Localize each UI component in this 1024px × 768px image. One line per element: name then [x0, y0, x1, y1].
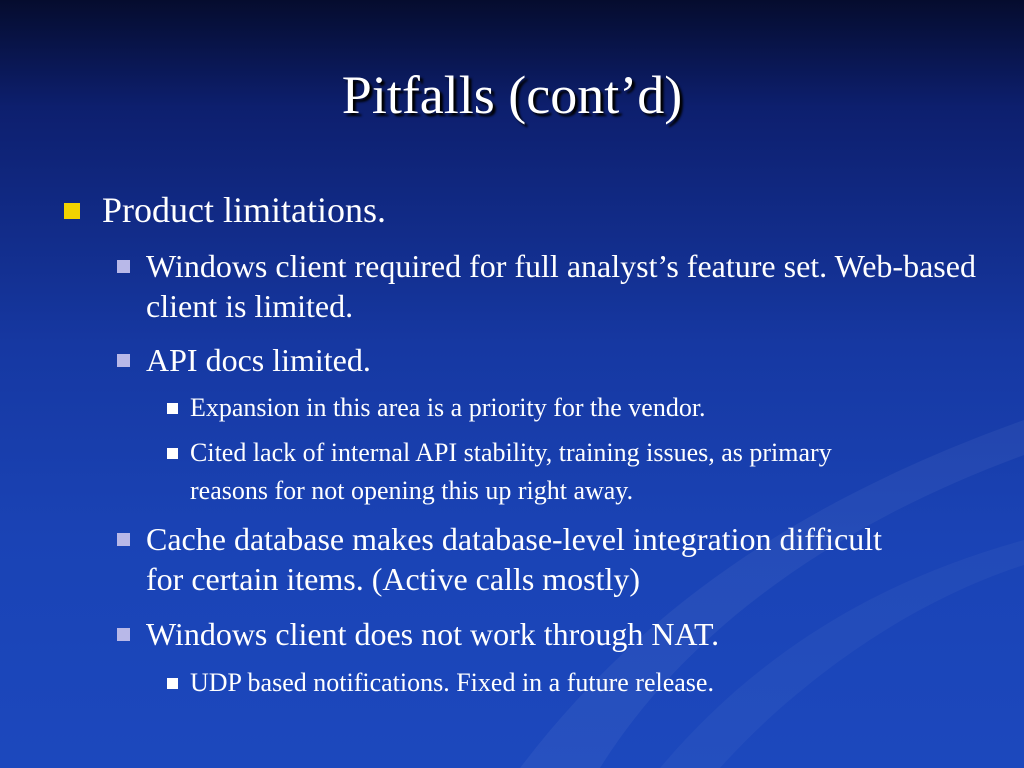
bullet-item — [146, 614, 976, 654]
square-bullet-icon — [64, 203, 80, 219]
bullet-item — [190, 389, 980, 427]
square-bullet-icon — [117, 260, 130, 273]
bullet-text: Cache database makes database-level integration difficult for certain items. (Active calls mostly) — [146, 521, 882, 597]
bullet-text: Expansion in this area is a priority for the vendor. — [190, 393, 706, 422]
square-bullet-icon — [117, 533, 130, 546]
bullet-item — [102, 189, 982, 231]
bullet-text: UDP based notifications. Fixed in a future release. — [190, 668, 714, 697]
bullet-item — [190, 434, 900, 510]
square-bullet-icon — [117, 354, 130, 367]
bullet-text: API docs limited. — [146, 342, 371, 378]
square-bullet-icon — [117, 628, 130, 641]
slide-title: Pitfalls (cont’d) — [341, 65, 683, 125]
bullet-text: Windows client does not work through NAT. — [146, 616, 720, 652]
bullet-text: Windows client required for full analyst’s feature set. Web-based client is limited. — [146, 248, 976, 324]
bullet-item — [190, 664, 980, 702]
bullet-item — [146, 519, 916, 599]
bullet-item — [146, 340, 976, 380]
bullet-text: Product limitations. — [102, 190, 386, 230]
square-bullet-icon — [167, 448, 178, 459]
square-bullet-icon — [167, 403, 178, 414]
bullet-text: Cited lack of internal API stability, training issues, as primary reasons for not opening this up right away. — [190, 438, 832, 505]
square-bullet-icon — [167, 678, 178, 689]
bullet-item — [146, 246, 976, 326]
